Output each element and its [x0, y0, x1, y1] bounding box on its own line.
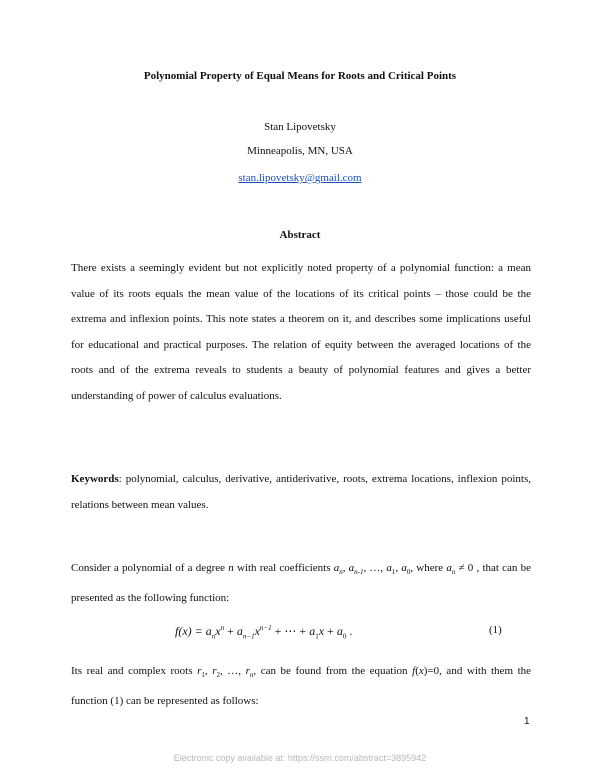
- abstract-text: There exists a seemingly evident but not explicitly noted property of a polynomial function: a mean value of its roots equals the mean value of the locations of its critical points – those could be the extrema and inflexion points. This note states a theorem on it, and describes some implications useful for educational and practical purposes. The relation of equity between the averaged locations of the roots and of the extrema reveals to students a beauty of polynomial features and gives a better understanding of power of calculus evaluations.: [71, 262, 531, 402]
- paper-title: Polynomial Property of Equal Means for Roots and Critical Points: [143, 70, 457, 82]
- consider-paragraph: Consider a polynomial of a degree n with real coefficients $a_n$, $a_{n-1}$, …, $a_1$, $a_0$, where $a_n \ne 0$ , that can be presented as the following function:: [71, 562, 531, 604]
- author-name: Stan Lipovetsky: [264, 121, 336, 133]
- roots-paragraph: Its real and complex roots $r_1$, $r_2$, …, $r_n$, can be found from the equation f(x)=0, and with them the function (1) can be represented as follows:: [71, 665, 532, 707]
- equation-number: (1): [489, 624, 502, 636]
- keywords-text: : polynomial, calculus, derivative, antiderivative, roots, extrema locations, inflexion points, relations between mean values.: [71, 473, 531, 511]
- abstract-heading: Abstract: [279, 229, 321, 241]
- keywords-paragraph: [71, 467, 531, 518]
- author-affiliation: Minneapolis, MN, USA: [247, 145, 353, 157]
- keywords-label: Keywords: [71, 473, 119, 485]
- equation-1: $f(x) = a_nx^n + a_{n-1}x^{n-1}$ + ⋯ + $a_1x + a_0$ .: [175, 624, 353, 641]
- email-link[interactable]: stan.lipovetsky@gmail.com: [238, 172, 362, 184]
- email-line: [0, 168, 600, 186]
- page-number: 1: [524, 716, 530, 727]
- ssrn-footer: Electronic copy available at: https://ssrn.com/abstract=3895942: [173, 753, 427, 763]
